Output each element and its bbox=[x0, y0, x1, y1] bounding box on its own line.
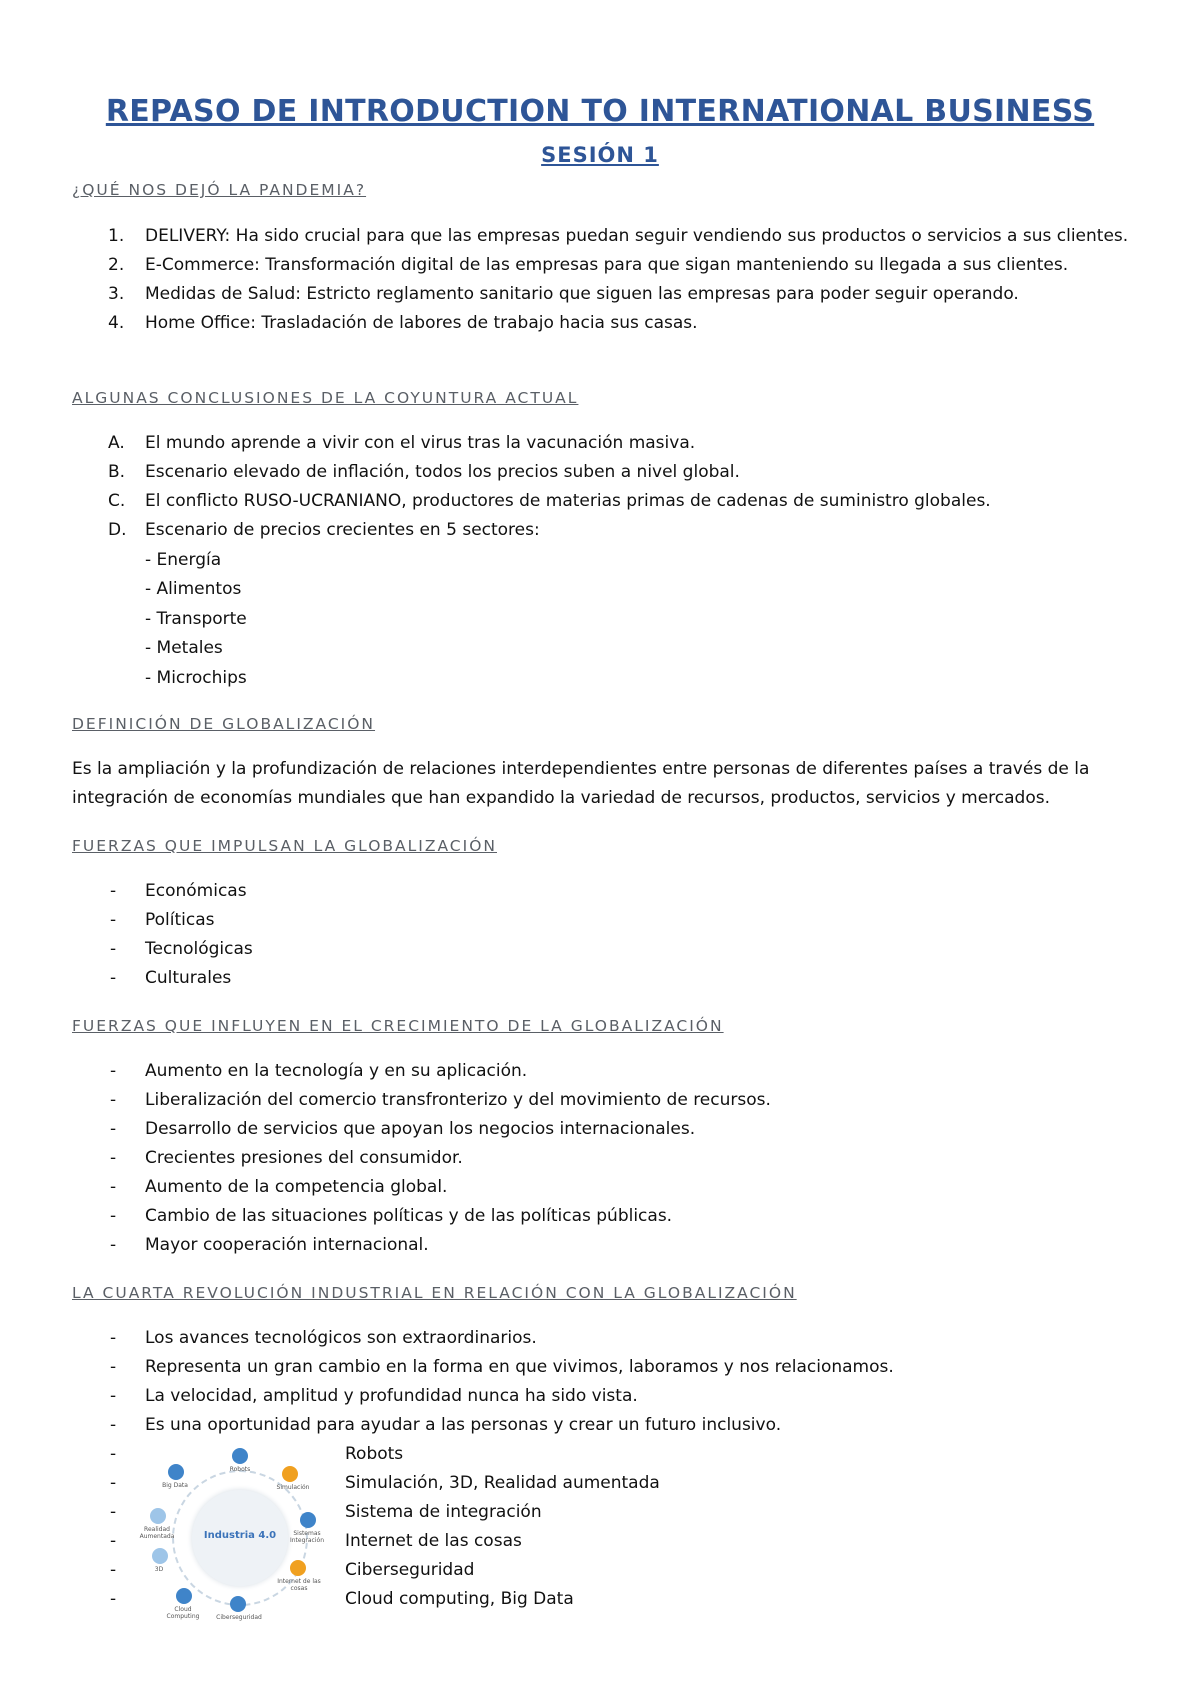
cuarta-revolucion-list bbox=[72, 1324, 1132, 1440]
list-item: - Ciberseguridad bbox=[110, 1560, 475, 1580]
list-item: 3. Medidas de Salud: Estricto reglamento sanitario que siguen las empresas para poder seguir operando. bbox=[108, 284, 1019, 304]
list-item: B. Escenario elevado de inflación, todos los precios suben a nivel global. bbox=[108, 462, 740, 482]
list-item: - La velocidad, amplitud y profundidad nunca ha sido vista. bbox=[110, 1386, 638, 1406]
diagram-label: Ciberseguridad bbox=[216, 1614, 262, 1621]
list-item: - Robots bbox=[110, 1444, 404, 1464]
list-item: - Políticas bbox=[110, 910, 215, 930]
list-item: - Económicas bbox=[110, 881, 247, 901]
cloud-icon bbox=[176, 1588, 192, 1604]
list-item: - Alimentos bbox=[145, 579, 242, 600]
diagram-label: 3D bbox=[154, 1566, 164, 1573]
diagram-center-label: Industria 4.0 bbox=[203, 1530, 277, 1541]
list-item: 4. Home Office: Trasladación de labores de trabajo hacia sus casas. bbox=[108, 313, 698, 333]
list-item: - Aumento en la tecnología y en su aplicación. bbox=[110, 1061, 528, 1081]
list-item: - Tecnológicas bbox=[110, 939, 253, 959]
list-item: - Crecientes presiones del consumidor. bbox=[110, 1148, 463, 1168]
network-icon bbox=[300, 1512, 316, 1528]
conclusiones-list bbox=[72, 429, 1132, 545]
list-item: - Internet de las cosas bbox=[110, 1531, 522, 1551]
robot-icon bbox=[232, 1448, 248, 1464]
list-item: 1. DELIVERY: Ha sido crucial para que las empresas puedan seguir vendiendo sus productos o servicios a sus clientes. bbox=[108, 226, 1129, 246]
section-heading-conclusiones: ALGUNAS CONCLUSIONES DE LA COYUNTURA ACTUAL bbox=[72, 389, 579, 407]
diagram-label: Simulación bbox=[276, 1484, 310, 1491]
list-item: - Energía bbox=[145, 550, 222, 570]
list-item: - Transporte bbox=[145, 608, 247, 629]
list-item: - Representa un gran cambio en la forma en que vivimos, laboramos y nos relacionamos. bbox=[110, 1357, 894, 1377]
diagram-label: Robots bbox=[229, 1466, 251, 1473]
industria-4-0-diagram bbox=[139, 1448, 330, 1638]
list-item: - Los avances tecnológicos son extraordinarios. bbox=[110, 1328, 537, 1348]
vr-glasses-icon bbox=[150, 1508, 166, 1524]
diagram-label: Cloud Computing bbox=[166, 1606, 200, 1620]
diagram-label: Internet de las cosas bbox=[277, 1578, 321, 1592]
cube-icon bbox=[152, 1548, 168, 1564]
influyen-list bbox=[72, 1057, 1132, 1260]
list-item: C. El conflicto RUSO-UCRANIANO, productores de materias primas de cadenas de suministro globales. bbox=[108, 491, 991, 511]
chart-icon bbox=[168, 1464, 184, 1480]
list-item: 2. E-Commerce: Transformación digital de las empresas para que sigan manteniendo su llegada a sus clientes. bbox=[108, 255, 1069, 275]
session-subtitle: SESIÓN 1 bbox=[541, 143, 659, 167]
list-item: D. Escenario de precios crecientes en 5 sectores: bbox=[108, 520, 540, 540]
list-item: - Metales bbox=[145, 638, 223, 659]
list-item: A. El mundo aprende a vivir con el virus tras la vacunación masiva. bbox=[108, 433, 696, 453]
section-heading-impulsan: FUERZAS QUE IMPULSAN LA GLOBALIZACIÓN bbox=[72, 837, 497, 855]
list-item: - Liberalización del comercio transfronterizo y del movimiento de recursos. bbox=[110, 1090, 771, 1110]
section-heading-cuarta-revolucion: LA CUARTA REVOLUCIÓN INDUSTRIAL EN RELACIÓN CON LA GLOBALIZACIÓN bbox=[72, 1284, 797, 1302]
lock-icon bbox=[230, 1596, 246, 1612]
pandemia-list bbox=[72, 222, 1132, 338]
impulsan-list bbox=[72, 877, 1132, 993]
diagram-label: Realidad Aumentada bbox=[139, 1526, 175, 1540]
document-title: REPASO DE INTRODUCTION TO INTERNATIONAL BUSINESS bbox=[105, 94, 1095, 129]
iot-icon bbox=[290, 1560, 306, 1576]
gear-icon bbox=[282, 1466, 298, 1482]
list-item: - Desarrollo de servicios que apoyan los negocios internacionales. bbox=[110, 1119, 696, 1139]
section-heading-influyen: FUERZAS QUE INFLUYEN EN EL CRECIMIENTO DE LA GLOBALIZACIÓN bbox=[72, 1017, 724, 1035]
list-item: - Simulación, 3D, Realidad aumentada bbox=[110, 1473, 660, 1493]
list-item: - Cambio de las situaciones políticas y de las políticas públicas. bbox=[110, 1206, 673, 1226]
list-item: - Microchips bbox=[145, 667, 247, 688]
diagram-label: Sistemas Integración bbox=[289, 1530, 324, 1544]
section-heading-pandemia: ¿QUÉ NOS DEJÓ LA PANDEMIA? bbox=[72, 181, 367, 199]
list-item: - Culturales bbox=[110, 968, 232, 988]
list-item: - Aumento de la competencia global. bbox=[110, 1177, 448, 1197]
diagram-label: Big Data bbox=[162, 1482, 188, 1489]
sectores-sublist bbox=[145, 546, 247, 693]
definicion-paragraph: Es la ampliación y la profundización de relaciones interdependientes entre personas de diferentes países a través de la integración de economías mundiales que han expandido la variedad de recursos, productos, servicios y mercados. bbox=[72, 759, 1090, 808]
list-item: - Mayor cooperación internacional. bbox=[110, 1235, 429, 1255]
list-item: - Es una oportunidad para ayudar a las personas y crear un futuro inclusivo. bbox=[110, 1415, 782, 1435]
list-item: - Sistema de integración bbox=[110, 1502, 542, 1522]
section-heading-definicion: DEFINICIÓN DE GLOBALIZACIÓN bbox=[72, 715, 376, 733]
list-item: - Cloud computing, Big Data bbox=[110, 1589, 574, 1609]
